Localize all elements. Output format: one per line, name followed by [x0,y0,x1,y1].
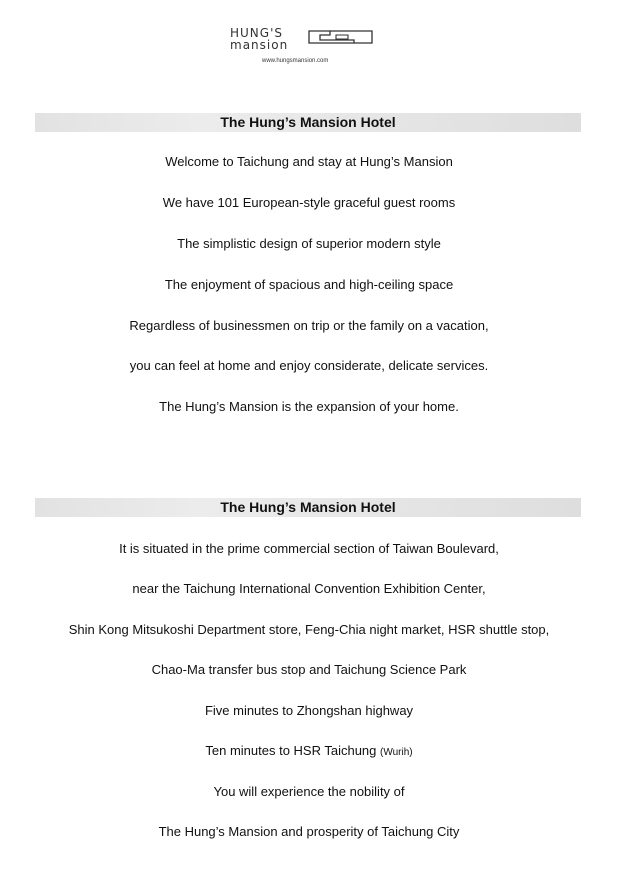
section-2-line-8: The Hung’s Mansion and prosperity of Taichung City [158,824,460,839]
hsr-station-note: (Wurih) [380,747,413,758]
section-2-line-2: near the Taichung International Convention Exhibition Center, [132,581,486,596]
section-1-line-4: The enjoyment of spacious and high-ceiling space [164,277,454,292]
section-2-line-7: You will experience the nobility of [213,784,405,799]
section-1-line-5: Regardless of businessmen on trip or the family on a vacation, [129,318,489,333]
logo-wordmark [230,27,288,51]
logo-mark-icon [308,29,374,45]
logo-line-1: HUNG'S [230,26,283,40]
section-1-title: The Hung’s Mansion Hotel [35,113,581,132]
section-2-line-4: Chao-Ma transfer bus stop and Taichung Science Park [151,662,467,677]
logo-line-2: mansion [230,38,289,52]
section-2-title: The Hung’s Mansion Hotel [35,498,581,517]
section-1-line-1: Welcome to Taichung and stay at Hung’s Mansion [165,154,453,169]
section-2-line-6 [0,743,618,761]
section-2-line-3: Shin Kong Mitsukoshi Department store, Feng-Chia night market, HSR shuttle stop, [68,622,550,637]
hsr-travel-time: Ten minutes to HSR Taichung [205,743,377,758]
section-1-line-7: The Hung’s Mansion is the expansion of your home. [159,399,459,414]
section-1-line-3: The simplistic design of superior modern style [177,236,441,251]
hotel-logo [226,24,386,70]
section-2-line-1: It is situated in the prime commercial section of Taiwan Boulevard, [119,541,499,556]
logo-url: www.hungsmansion.com [262,58,329,64]
section-1-line-6: you can feel at home and enjoy considerate, delicate services. [129,358,489,373]
section-1-line-2: We have 101 European-style graceful guest rooms [162,195,456,210]
section-2-line-5: Five minutes to Zhongshan highway [204,703,414,718]
